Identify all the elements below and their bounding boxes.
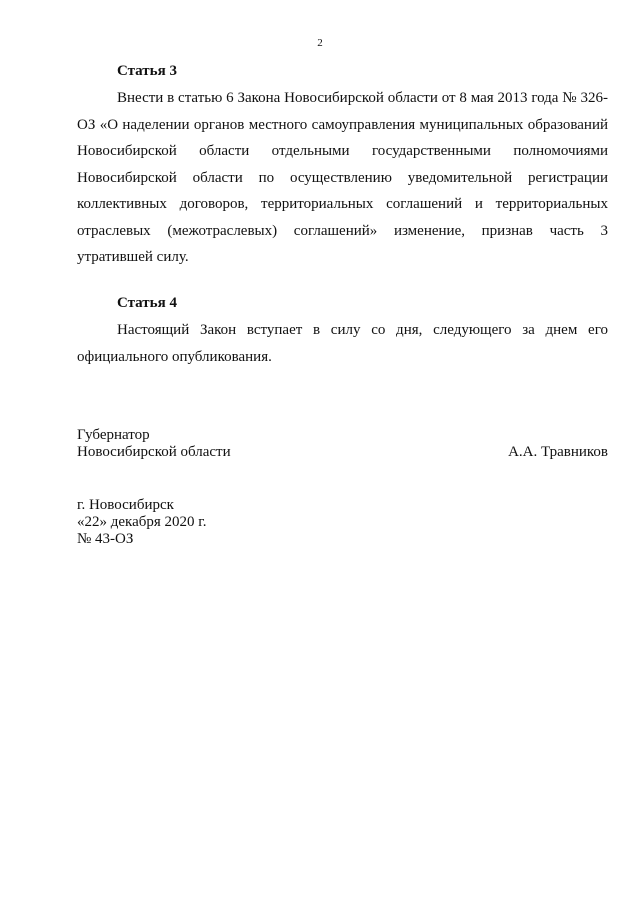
- article-3-heading: Статья 3: [117, 63, 177, 79]
- article-4-text: Настоящий Закон вступает в силу со дня, следующего за днем его официального опубликования.: [77, 322, 608, 365]
- article-3-text: Внести в статью 6 Закона Новосибирской области от 8 мая 2013 года № 326-ОЗ «О наделении органов местного самоуправления муниципальных образований Новосибирской области отдельными государственными полномочиями Новосибирской области по осуществлению уведомительной регистрации коллективных договоров, территориальных соглашений и территориальных отраслевых (межотраслевых) соглашений» изменение, признав часть 3 утратившей силу.: [77, 90, 608, 265]
- article-4-heading: Статья 4: [117, 295, 177, 311]
- signature-title-line1: Губернатор: [77, 427, 150, 443]
- page-number: 2: [317, 37, 323, 49]
- footer-law-number: № 43-ОЗ: [77, 531, 134, 547]
- signature-title-line2: Новосибирской области: [77, 444, 231, 460]
- signature-name: А.А. Травников: [508, 444, 608, 460]
- footer-city: г. Новосибирск: [77, 497, 174, 513]
- footer-date: «22» декабря 2020 г.: [77, 514, 207, 530]
